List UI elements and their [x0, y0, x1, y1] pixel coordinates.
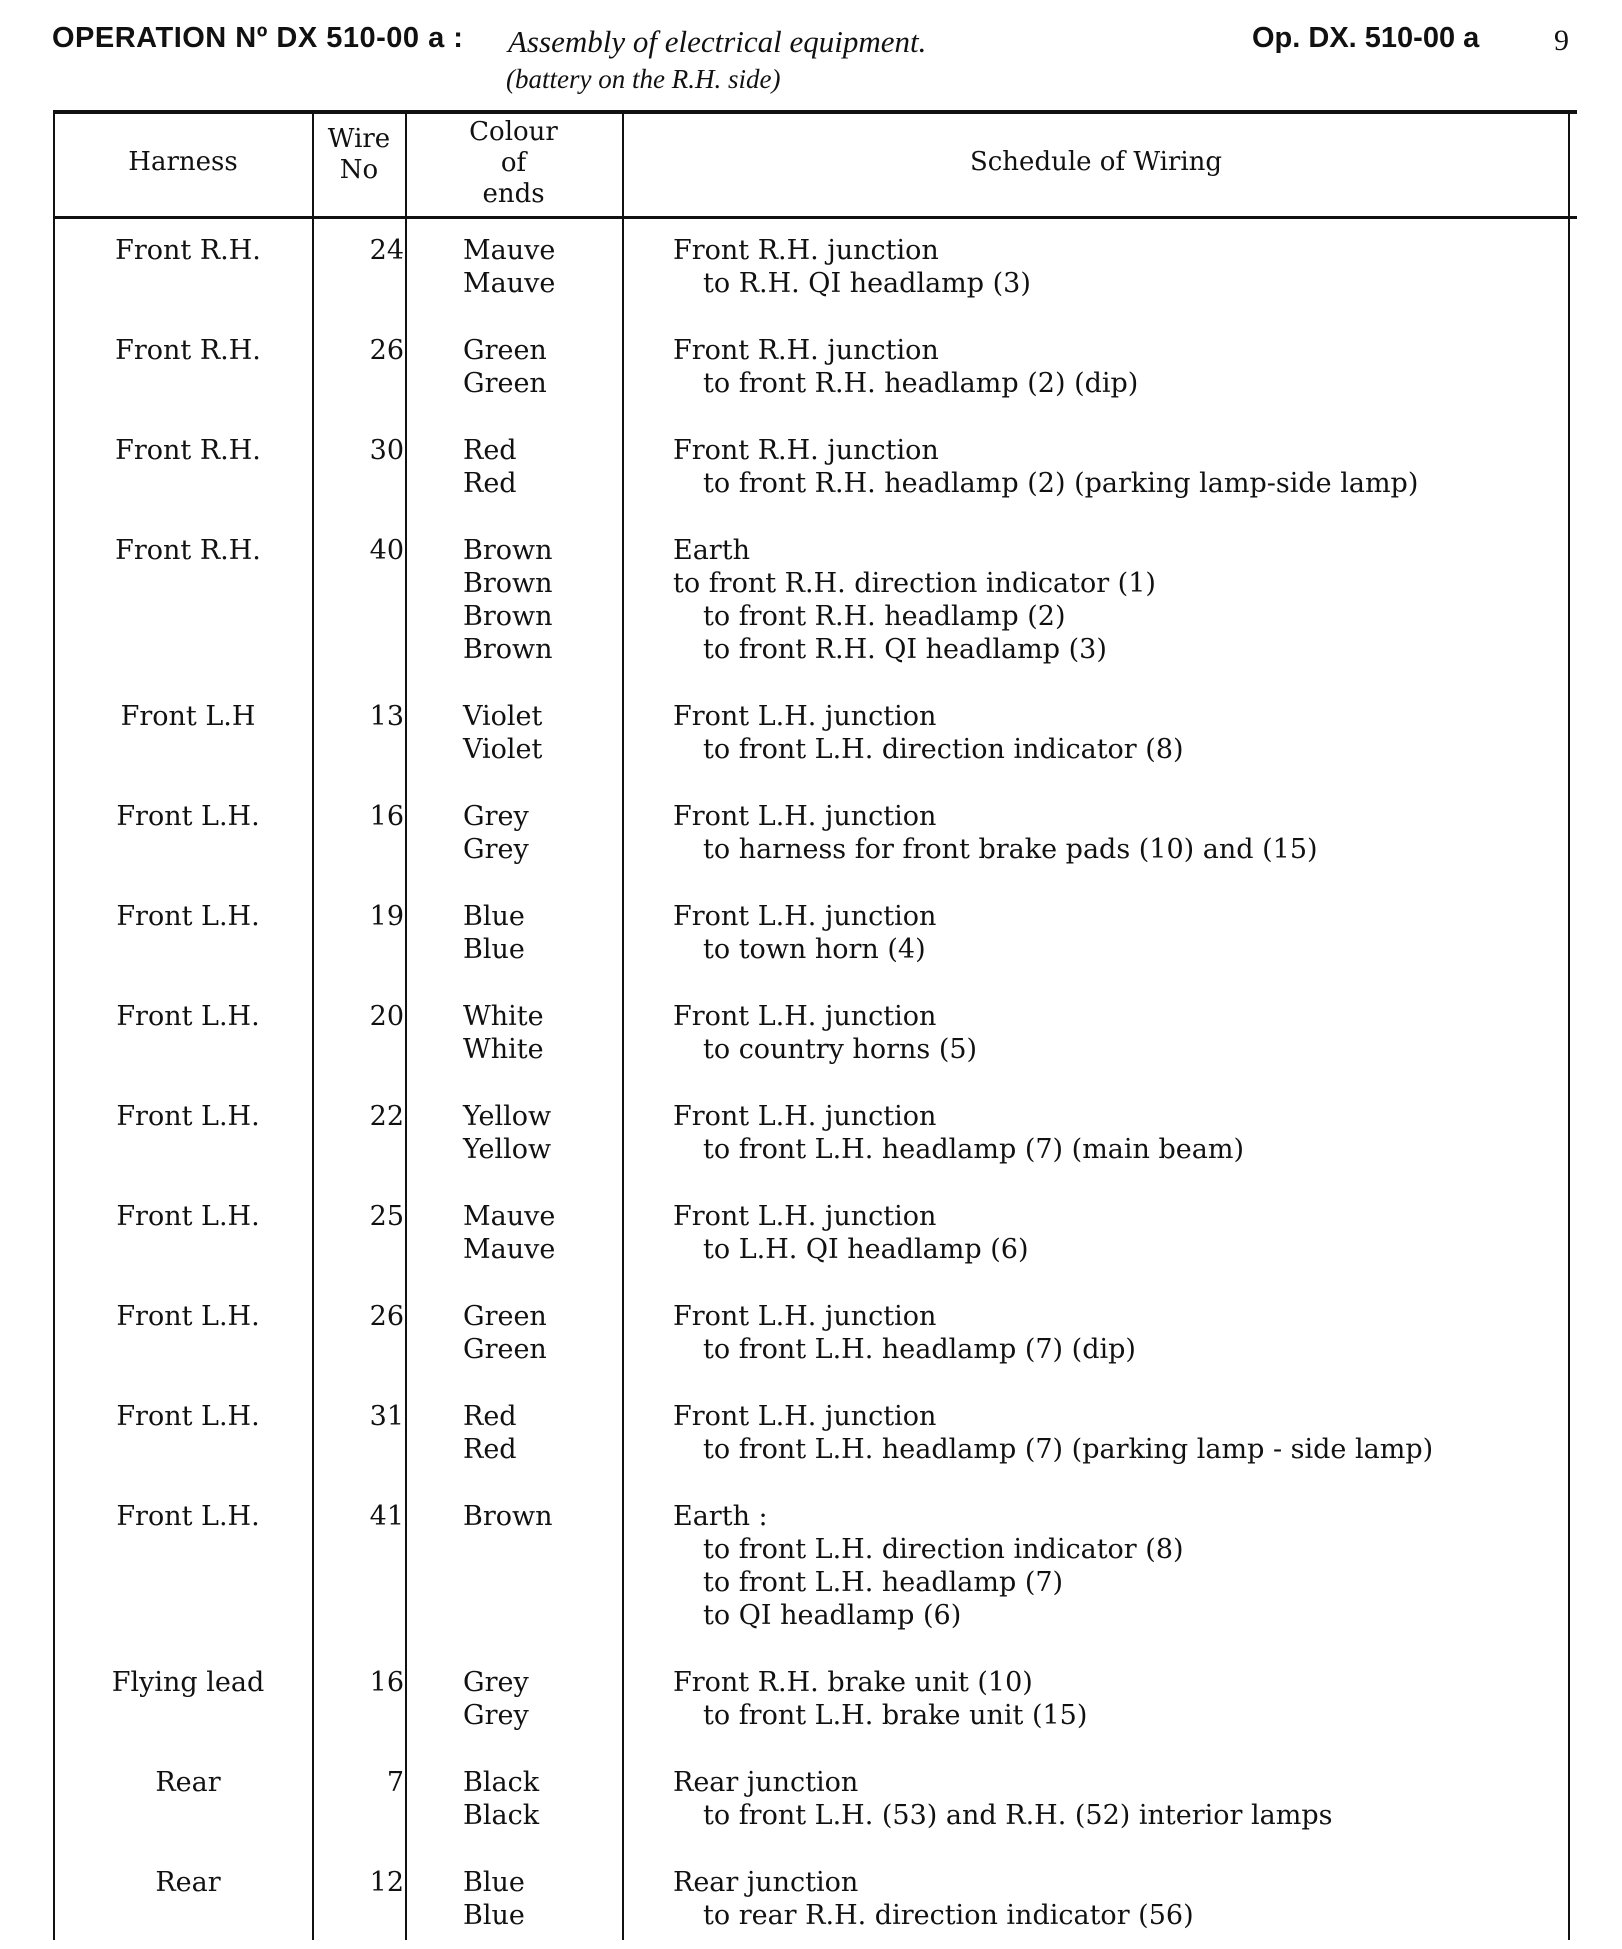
- schedule-cell: [673, 700, 1573, 766]
- harness-cell: Front R.H.: [115, 435, 261, 466]
- schedule-cell: [673, 534, 1573, 666]
- schedule-line: to town horn (4): [703, 934, 926, 965]
- schedule-line: Rear junction: [673, 1867, 859, 1898]
- operation-reference: Op. DX. 510-00 a: [1252, 22, 1480, 54]
- operation-subtitle: (battery on the R.H. side): [506, 64, 781, 94]
- colour-cell: [463, 800, 663, 866]
- colour-line: Mauve: [463, 1201, 556, 1232]
- column-divider: [405, 110, 407, 1940]
- harness-cell: Front L.H.: [116, 1501, 260, 1532]
- harness-cell: Rear: [155, 1767, 221, 1798]
- schedule-line: Front R.H. junction: [673, 235, 939, 266]
- colour-line: Yellow: [463, 1134, 552, 1165]
- wire-no-cell: 26: [369, 1301, 404, 1332]
- colour-line: Green: [463, 1301, 547, 1332]
- colour-cell: [463, 234, 663, 300]
- schedule-line: Front R.H. junction: [673, 435, 939, 466]
- schedule-line: Front R.H. junction: [673, 335, 939, 366]
- schedule-line: to front R.H. QI headlamp (3): [703, 634, 1107, 665]
- schedule-line: to front L.H. headlamp (7) (parking lamp - side lamp): [703, 1434, 1434, 1465]
- operation-title: Assembly of electrical equipment.: [508, 24, 927, 59]
- schedule-line: Front L.H. junction: [673, 1101, 937, 1132]
- schedule-line: to harness for front brake pads (10) and (15): [703, 834, 1318, 865]
- header-line: ends: [482, 179, 545, 209]
- colour-cell: [463, 1866, 663, 1932]
- colour-line: Red: [463, 1401, 517, 1432]
- colour-line: Blue: [463, 1867, 525, 1898]
- harness-cell: Front L.H.: [116, 1001, 260, 1032]
- wire-no-cell: 13: [369, 701, 404, 732]
- colour-line: Brown: [463, 634, 553, 665]
- colour-cell: [463, 1200, 663, 1266]
- wiring-table: [53, 110, 1577, 1940]
- colour-line: Grey: [463, 1667, 529, 1698]
- schedule-line: to front R.H. headlamp (2) (parking lamp-side lamp): [703, 468, 1419, 499]
- schedule-line: to front L.H. brake unit (15): [703, 1700, 1088, 1731]
- operation-code: OPERATION Nº DX 510-00 a :: [52, 22, 464, 54]
- schedule-line: to country horns (5): [703, 1034, 978, 1065]
- colour-line: Mauve: [463, 1234, 556, 1265]
- harness-cell: Front L.H.: [116, 1301, 260, 1332]
- page-header: [52, 22, 1602, 102]
- schedule-line: to front L.H. headlamp (7) (main beam): [703, 1134, 1245, 1165]
- wire-no-cell: 40: [369, 535, 404, 566]
- wire-no-cell: 12: [369, 1867, 404, 1898]
- schedule-line: to R.H. QI headlamp (3): [703, 268, 1031, 299]
- harness-cell: Front R.H.: [115, 335, 261, 366]
- wire-no-cell: 41: [369, 1501, 404, 1532]
- schedule-cell: [673, 1100, 1573, 1166]
- colour-line: Mauve: [463, 235, 556, 266]
- colour-line: Mauve: [463, 268, 556, 299]
- schedule-line: Front L.H. junction: [673, 701, 937, 732]
- header-line: of: [500, 148, 527, 178]
- schedule-line: to L.H. QI headlamp (6): [703, 1234, 1029, 1265]
- harness-cell: Front L.H.: [116, 801, 260, 832]
- wire-no-cell: 19: [369, 901, 404, 932]
- schedule-cell: [673, 1500, 1573, 1632]
- wire-no-cell: 26: [369, 335, 404, 366]
- harness-cell: Front R.H.: [115, 535, 261, 566]
- schedule-cell: [673, 434, 1573, 500]
- schedule-line: to front L.H. (53) and R.H. (52) interior lamps: [703, 1800, 1333, 1831]
- schedule-cell: [673, 1300, 1573, 1366]
- harness-cell: Front L.H.: [116, 901, 260, 932]
- colour-line: Red: [463, 1434, 517, 1465]
- schedule-line: to front L.H. direction indicator (8): [703, 734, 1184, 765]
- schedule-cell: [673, 1200, 1573, 1266]
- colour-cell: [463, 900, 663, 966]
- schedule-line: Earth: [673, 535, 750, 566]
- column-header-colour: [405, 117, 622, 210]
- schedule-cell: [673, 334, 1573, 400]
- schedule-line: Earth :: [673, 1501, 768, 1532]
- schedule-line: to front L.H. headlamp (7): [703, 1567, 1064, 1598]
- colour-line: Green: [463, 335, 547, 366]
- schedule-line: to front R.H. headlamp (2) (dip): [703, 368, 1139, 399]
- colour-line: Grey: [463, 834, 529, 865]
- wire-no-cell: 16: [369, 1667, 404, 1698]
- colour-line: Red: [463, 468, 517, 499]
- column-header-harness: Harness: [128, 147, 238, 177]
- schedule-cell: [673, 1400, 1573, 1466]
- schedule-cell: [673, 1766, 1573, 1832]
- colour-line: Red: [463, 435, 517, 466]
- header-line: Colour: [469, 117, 558, 147]
- schedule-line: to front L.H. headlamp (7) (dip): [703, 1334, 1136, 1365]
- schedule-line: to front R.H. direction indicator (1): [673, 568, 1156, 599]
- wire-no-cell: 22: [369, 1101, 404, 1132]
- wire-no-cell: 24: [369, 235, 404, 266]
- schedule-line: Rear junction: [673, 1767, 859, 1798]
- page-number: 9: [1554, 24, 1569, 57]
- colour-line: White: [463, 1001, 544, 1032]
- schedule-cell: [673, 800, 1573, 866]
- colour-line: Blue: [463, 934, 525, 965]
- colour-cell: [463, 434, 663, 500]
- schedule-line: Front L.H. junction: [673, 1401, 937, 1432]
- colour-cell: [463, 334, 663, 400]
- colour-line: Yellow: [463, 1101, 552, 1132]
- wire-no-cell: 30: [369, 435, 404, 466]
- header-line: Wire: [327, 124, 391, 154]
- header-line: No: [339, 155, 379, 185]
- harness-cell: Front L.H.: [116, 1201, 260, 1232]
- colour-line: Brown: [463, 601, 553, 632]
- colour-cell: [463, 1500, 663, 1533]
- schedule-cell: [673, 1866, 1573, 1932]
- colour-line: Violet: [463, 734, 543, 765]
- schedule-line: to front R.H. headlamp (2): [703, 601, 1066, 632]
- colour-line: White: [463, 1034, 544, 1065]
- harness-cell: Front L.H.: [116, 1401, 260, 1432]
- colour-line: Green: [463, 1334, 547, 1365]
- colour-line: Green: [463, 368, 547, 399]
- table-top-rule: [53, 110, 1577, 114]
- colour-cell: [463, 700, 663, 766]
- colour-line: Blue: [463, 901, 525, 932]
- schedule-line: Front L.H. junction: [673, 1301, 937, 1332]
- colour-cell: [463, 534, 663, 666]
- schedule-line: Front L.H. junction: [673, 1001, 937, 1032]
- colour-cell: [463, 1300, 663, 1366]
- colour-line: Grey: [463, 1700, 529, 1731]
- schedule-cell: [673, 1666, 1573, 1732]
- column-header-schedule: Schedule of Wiring: [969, 147, 1223, 177]
- schedule-cell: [673, 900, 1573, 966]
- wire-no-cell: 16: [369, 801, 404, 832]
- column-header-wire-no: [313, 124, 405, 186]
- harness-cell: Front L.H.: [116, 1101, 260, 1132]
- colour-cell: [463, 1000, 663, 1066]
- colour-line: Black: [463, 1767, 540, 1798]
- schedule-line: to QI headlamp (6): [703, 1600, 962, 1631]
- harness-cell: Flying lead: [111, 1667, 265, 1698]
- wire-no-cell: 31: [369, 1401, 404, 1432]
- colour-line: Brown: [463, 535, 553, 566]
- table-header-rule: [53, 216, 1577, 219]
- wire-no-cell: 20: [369, 1001, 404, 1032]
- colour-line: Blue: [463, 1900, 525, 1931]
- colour-line: Brown: [463, 1501, 553, 1532]
- schedule-line: Front R.H. brake unit (10): [673, 1667, 1033, 1698]
- harness-cell: Rear: [155, 1867, 221, 1898]
- schedule-line: Front L.H. junction: [673, 901, 937, 932]
- schedule-line: to front L.H. direction indicator (8): [703, 1534, 1184, 1565]
- schedule-cell: [673, 234, 1573, 300]
- colour-line: Black: [463, 1800, 540, 1831]
- wire-no-cell: 25: [369, 1201, 404, 1232]
- colour-cell: [463, 1766, 663, 1832]
- colour-line: Violet: [463, 701, 543, 732]
- colour-line: Brown: [463, 568, 553, 599]
- schedule-line: Front L.H. junction: [673, 1201, 937, 1232]
- schedule-line: Front L.H. junction: [673, 801, 937, 832]
- wire-no-cell: 7: [386, 1767, 404, 1798]
- colour-cell: [463, 1400, 663, 1466]
- colour-cell: [463, 1666, 663, 1732]
- harness-cell: Front L.H: [120, 701, 256, 732]
- harness-cell: Front R.H.: [115, 235, 261, 266]
- schedule-line: to rear R.H. direction indicator (56): [703, 1900, 1194, 1931]
- colour-line: Grey: [463, 801, 529, 832]
- colour-cell: [463, 1100, 663, 1166]
- schedule-cell: [673, 1000, 1573, 1066]
